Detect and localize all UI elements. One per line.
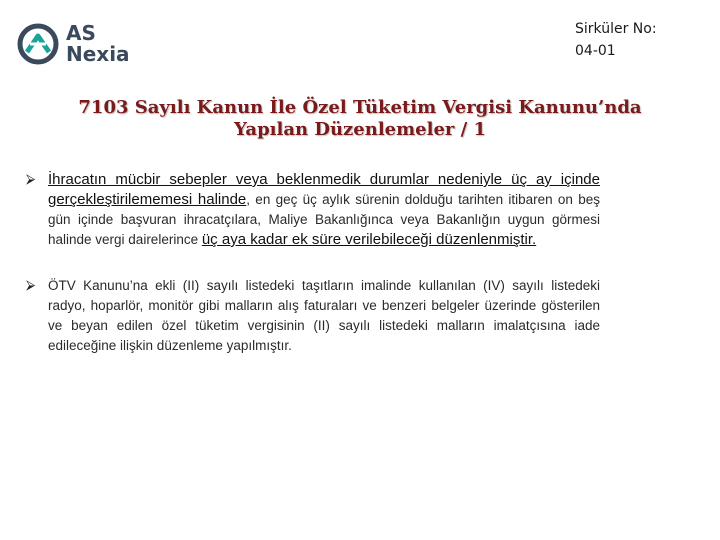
logo-wordmark	[66, 23, 130, 65]
bullet-2-text: ÖTV Kanunu’na ekli (II) sayılı listedeki taşıtların imalinde kullanılan (IV) sayılı listedeki radyo, hoparlör, monitör gibi malların alış faturaları ve benzeri belgeler üzerinde gösterilen ve beyan edilen özel tüketim vergisinin (II) sayılı listedeki malların imalatçısına iade edileceğine ilişkin düzenleme yapılmıştır.	[48, 278, 600, 353]
bullet-item-export-extension	[26, 170, 600, 250]
logo-line-1: AS	[66, 21, 96, 45]
title-line-2: Yapılan Düzenlemeler / 1	[233, 119, 487, 140]
bullet-item-otv-refund	[26, 276, 600, 356]
circular-number-block	[575, 18, 657, 62]
title-line-1: 7103 Sayılı Kanun İle Özel Tüketim Vergisi Kanunu’nda	[78, 97, 642, 118]
as-nexia-logo-icon	[16, 22, 60, 66]
company-logo	[16, 22, 130, 66]
circular-number: 04-01	[575, 43, 616, 59]
bullet-1-text: , en geç üç aylık sürenin dolduğu tarihten itibaren on beş gün içinde başvuran ihracatçılara, Maliye Bakanlığınca veya Bakanlığın uygun görmesi halinde vergi dairelerince	[48, 192, 600, 247]
bullet-list	[26, 170, 600, 382]
page-title	[40, 97, 680, 141]
bullet-1-emphasis-2: üç aya kadar ek süre verilebileceği düzenlenmiştir.	[201, 231, 537, 248]
bullet-1-emphasis-1: İhracatın mücbir sebepler veya beklenmedik durumlar nedeniyle üç ay içinde gerçekleştirilememesi halinde	[48, 171, 600, 208]
arrow-bullet-icon: ⮚	[26, 278, 36, 293]
logo-line-2: Nexia	[66, 42, 130, 66]
arrow-bullet-icon: ⮚	[26, 172, 36, 187]
circular-label: Sirküler No:	[575, 21, 657, 37]
